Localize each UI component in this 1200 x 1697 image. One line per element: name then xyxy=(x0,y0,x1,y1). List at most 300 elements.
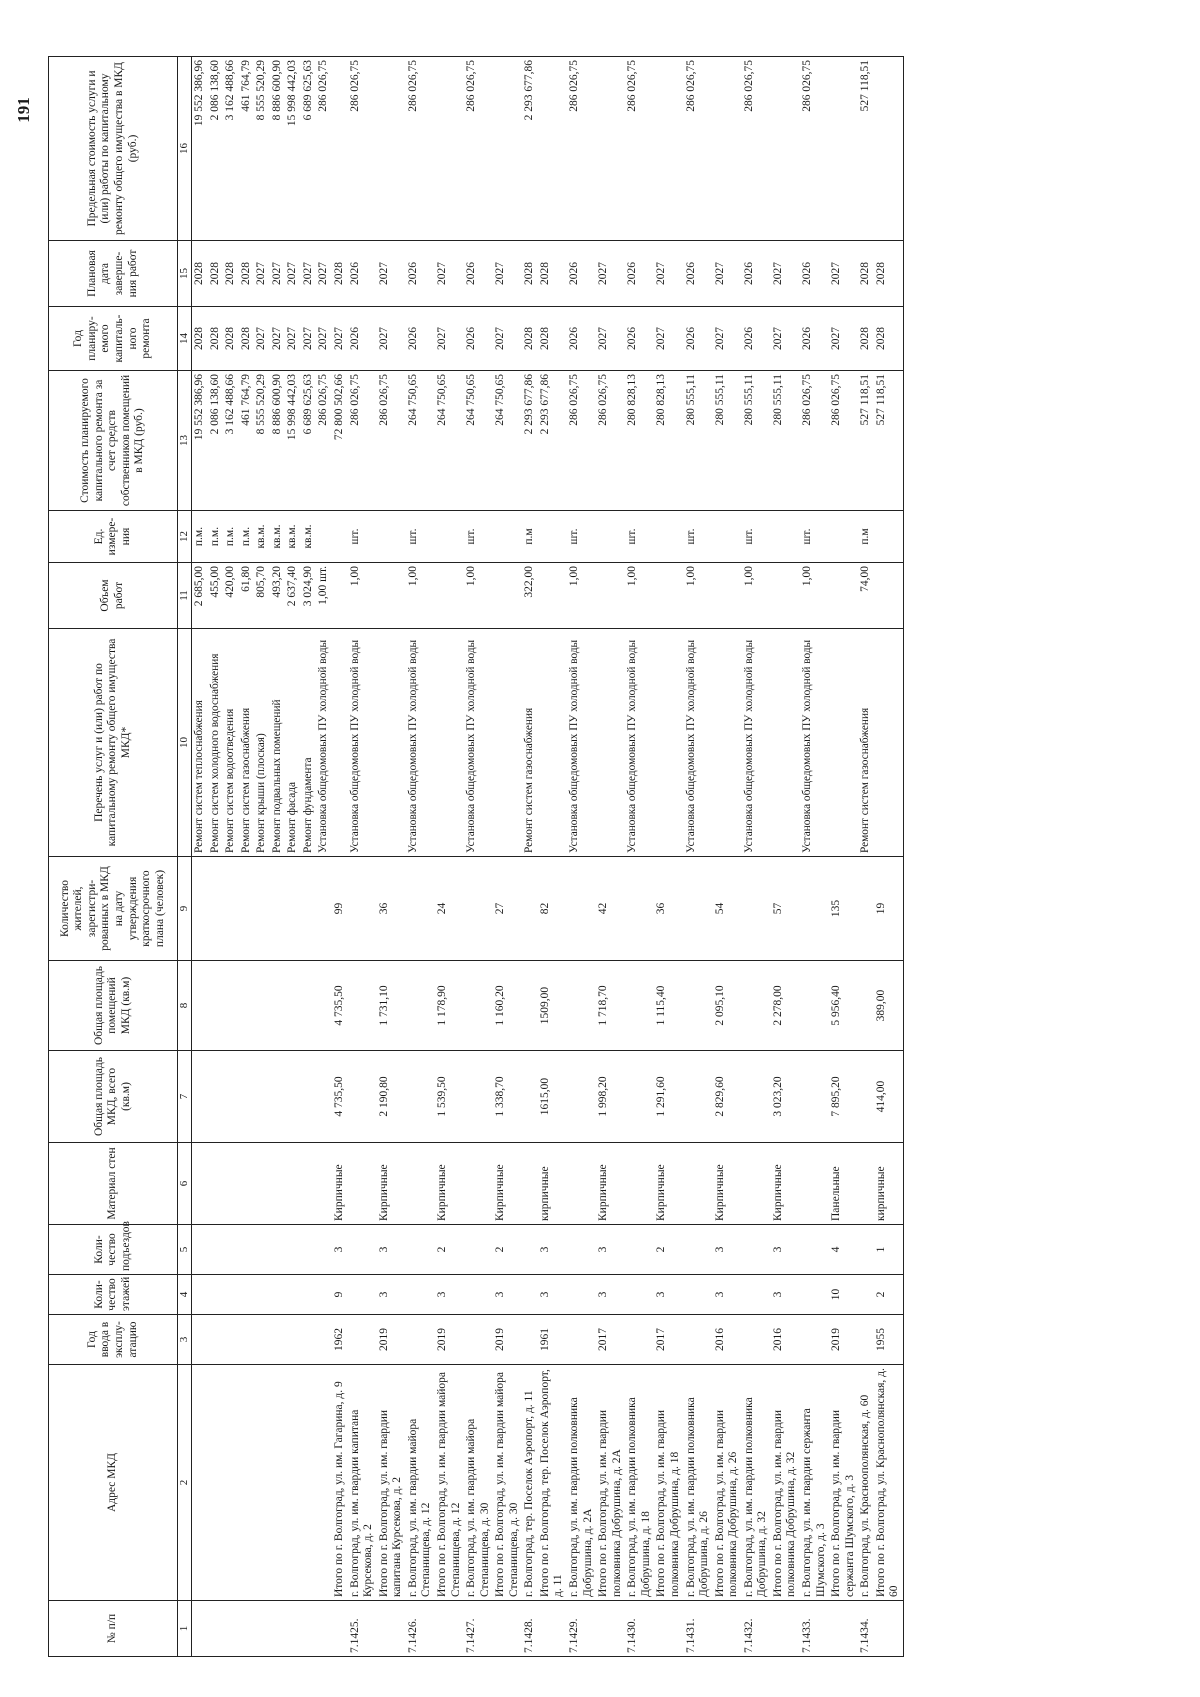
column-header-5: Коли-чество подъездов xyxy=(49,1225,178,1275)
cell-col-9: 99 xyxy=(332,857,348,961)
cell-col-7 xyxy=(208,1051,224,1143)
column-header-7: Общая площадь МКД, всего (кв.м) xyxy=(49,1051,178,1143)
cell-col-9 xyxy=(208,857,224,961)
column-number-16: 16 xyxy=(178,57,192,241)
cell-col-4: 3 xyxy=(771,1275,800,1315)
column-number-1: 1 xyxy=(178,1601,192,1657)
cell-col-10: Установка общедомовых ПУ холодной воды xyxy=(684,629,713,857)
cell-col-1 xyxy=(829,1601,858,1657)
cell-col-12: шт. xyxy=(567,511,596,563)
cell-col-10: Установка общедомовых ПУ холодной воды xyxy=(464,629,493,857)
cell-col-10: Установка общедомовых ПУ холодной воды xyxy=(406,629,435,857)
cell-col-16 xyxy=(771,57,800,241)
cell-col-11 xyxy=(377,563,406,629)
cell-col-5: 3 xyxy=(771,1225,800,1275)
cell-col-5 xyxy=(348,1225,377,1275)
cell-col-12: кв.м. xyxy=(254,511,270,563)
cell-col-3: 2016 xyxy=(713,1315,742,1365)
cell-col-2: г. Волгоград, тер. Поселок Аэропорт, д. 11 xyxy=(522,1365,538,1601)
cell-col-6 xyxy=(625,1143,654,1225)
cell-col-7 xyxy=(464,1051,493,1143)
cell-col-2: Итого по г. Волгоград, ул. им. Гагарина, д. 9 xyxy=(332,1365,348,1601)
cell-col-3 xyxy=(742,1315,771,1365)
column-number-3: 3 xyxy=(178,1315,192,1365)
cell-col-2: Итого по г. Волгоград, ул. Краснополянская, д. 60 xyxy=(874,1365,904,1601)
cell-col-13: 286 026,75 xyxy=(316,371,332,511)
cell-col-4: 10 xyxy=(829,1275,858,1315)
cell-col-8 xyxy=(406,961,435,1051)
table-row xyxy=(713,57,742,1657)
cell-col-1 xyxy=(239,1601,255,1657)
cell-col-14: 2028 xyxy=(858,307,874,371)
cell-col-15: 2027 xyxy=(829,241,858,307)
cell-col-1 xyxy=(493,1601,522,1657)
cell-col-6: Кирпичные xyxy=(713,1143,742,1225)
cell-col-6 xyxy=(684,1143,713,1225)
cell-col-10: Установка общедомовых ПУ холодной воды xyxy=(567,629,596,857)
cell-col-7: 1 291,60 xyxy=(654,1051,683,1143)
table-row xyxy=(858,57,874,1657)
cell-col-6 xyxy=(464,1143,493,1225)
column-header-4: Коли-чество этажей xyxy=(49,1275,178,1315)
cell-col-6 xyxy=(285,1143,301,1225)
cell-col-10 xyxy=(874,629,904,857)
cell-col-15: 2027 xyxy=(493,241,522,307)
column-header-15: Плановая дата заверше-ния работ xyxy=(49,241,178,307)
cell-col-16: 3 162 488,66 xyxy=(223,57,239,241)
column-header-11: Объем работ xyxy=(49,563,178,629)
cell-col-14: 2027 xyxy=(254,307,270,371)
cell-col-14: 2028 xyxy=(522,307,538,371)
cell-col-8 xyxy=(316,961,332,1051)
cell-col-2: Итого по г. Волгоград, ул. им. гвардии капитана Курсекова, д. 2 xyxy=(377,1365,406,1601)
cell-col-9 xyxy=(239,857,255,961)
cell-col-3 xyxy=(285,1315,301,1365)
cell-col-7 xyxy=(522,1051,538,1143)
cell-col-12 xyxy=(713,511,742,563)
cell-col-6 xyxy=(567,1143,596,1225)
cell-col-9 xyxy=(301,857,317,961)
cell-col-9 xyxy=(316,857,332,961)
table-row xyxy=(742,57,771,1657)
cell-col-10: Установка общедомовых ПУ холодной воды xyxy=(316,629,332,857)
cell-col-7 xyxy=(800,1051,829,1143)
cell-col-9: 19 xyxy=(874,857,904,961)
cell-col-13: 286 026,75 xyxy=(829,371,858,511)
cell-col-9: 54 xyxy=(713,857,742,961)
cell-col-1: 7.1432. xyxy=(742,1601,771,1657)
cell-col-2: г. Волгоград, ул. им. гвардии майора Степанищева, д. 12 xyxy=(406,1365,435,1601)
cell-col-3 xyxy=(625,1315,654,1365)
capital-repair-table xyxy=(48,56,904,1657)
cell-col-13: 280 555,11 xyxy=(684,371,713,511)
cell-col-15: 2027 xyxy=(596,241,625,307)
cell-col-11: 61,80 xyxy=(239,563,255,629)
cell-col-12 xyxy=(332,511,348,563)
table-row xyxy=(771,57,800,1657)
cell-col-14: 2027 xyxy=(377,307,406,371)
cell-col-3 xyxy=(567,1315,596,1365)
cell-col-1: 7.1433. xyxy=(800,1601,829,1657)
column-header-12: Ед. измере-ния xyxy=(49,511,178,563)
cell-col-6 xyxy=(522,1143,538,1225)
cell-col-1: 7.1428. xyxy=(522,1601,538,1657)
cell-col-13: 2 086 138,60 xyxy=(208,371,224,511)
cell-col-4: 3 xyxy=(493,1275,522,1315)
cell-col-11: 1,00 xyxy=(800,563,829,629)
column-header-8: Общая площадь помещений МКД (кв.м) xyxy=(49,961,178,1051)
column-number-13: 13 xyxy=(178,371,192,511)
cell-col-15: 2027 xyxy=(254,241,270,307)
cell-col-8 xyxy=(742,961,771,1051)
cell-col-1: 7.1431. xyxy=(684,1601,713,1657)
cell-col-8: 1 115,40 xyxy=(654,961,683,1051)
cell-col-11 xyxy=(654,563,683,629)
cell-col-15: 2028 xyxy=(874,241,904,307)
cell-col-5 xyxy=(684,1225,713,1275)
cell-col-16: 286 026,75 xyxy=(742,57,771,241)
cell-col-16: 8 886 600,90 xyxy=(270,57,286,241)
cell-col-16 xyxy=(829,57,858,241)
cell-col-4 xyxy=(223,1275,239,1315)
cell-col-6: Кирпичные xyxy=(654,1143,683,1225)
cell-col-5 xyxy=(742,1225,771,1275)
cell-col-7: 414,00 xyxy=(874,1051,904,1143)
cell-col-16: 286 026,75 xyxy=(684,57,713,241)
table-row xyxy=(874,57,904,1657)
cell-col-3: 2017 xyxy=(654,1315,683,1365)
cell-col-15: 2028 xyxy=(191,241,207,307)
cell-col-3 xyxy=(522,1315,538,1365)
cell-col-12: шт. xyxy=(684,511,713,563)
cell-col-16: 15 998 442,03 xyxy=(285,57,301,241)
cell-col-11: 805,70 xyxy=(254,563,270,629)
cell-col-2 xyxy=(191,1365,207,1601)
cell-col-5 xyxy=(406,1225,435,1275)
cell-col-16 xyxy=(654,57,683,241)
cell-col-15: 2026 xyxy=(625,241,654,307)
cell-col-16 xyxy=(493,57,522,241)
cell-col-9: 36 xyxy=(377,857,406,961)
cell-col-3 xyxy=(270,1315,286,1365)
cell-col-3: 2016 xyxy=(771,1315,800,1365)
cell-col-7 xyxy=(406,1051,435,1143)
cell-col-1 xyxy=(285,1601,301,1657)
cell-col-8 xyxy=(254,961,270,1051)
cell-col-4: 3 xyxy=(596,1275,625,1315)
cell-col-12 xyxy=(654,511,683,563)
cell-col-15: 2027 xyxy=(435,241,464,307)
cell-col-12 xyxy=(874,511,904,563)
cell-col-9 xyxy=(191,857,207,961)
column-number-2: 2 xyxy=(178,1365,192,1601)
header-number-row xyxy=(178,57,192,1657)
cell-col-13: 264 750,65 xyxy=(435,371,464,511)
table-row xyxy=(223,57,239,1657)
cell-col-11: 1,00 xyxy=(625,563,654,629)
cell-col-8: 1 718,70 xyxy=(596,961,625,1051)
cell-col-13: 286 026,75 xyxy=(596,371,625,511)
cell-col-15: 2026 xyxy=(567,241,596,307)
cell-col-3: 2019 xyxy=(493,1315,522,1365)
cell-col-7: 1 338,70 xyxy=(493,1051,522,1143)
cell-col-8: 1 178,90 xyxy=(435,961,464,1051)
cell-col-15: 2028 xyxy=(858,241,874,307)
cell-col-7 xyxy=(301,1051,317,1143)
cell-col-5 xyxy=(254,1225,270,1275)
cell-col-15: 2027 xyxy=(377,241,406,307)
cell-col-9: 24 xyxy=(435,857,464,961)
cell-col-7 xyxy=(254,1051,270,1143)
cell-col-10: Установка общедомовых ПУ холодной воды xyxy=(348,629,377,857)
cell-col-2: Итого по г. Волгоград, ул. им. гвардии полковника Добрушина, д. 2А xyxy=(596,1365,625,1601)
cell-col-15: 2027 xyxy=(654,241,683,307)
cell-col-1 xyxy=(654,1601,683,1657)
column-number-11: 11 xyxy=(178,563,192,629)
cell-col-3 xyxy=(348,1315,377,1365)
cell-col-10: Ремонт систем газоснабжения xyxy=(522,629,538,857)
cell-col-4: 3 xyxy=(654,1275,683,1315)
cell-col-4 xyxy=(684,1275,713,1315)
cell-col-15: 2028 xyxy=(208,241,224,307)
cell-col-16 xyxy=(713,57,742,241)
cell-col-14: 2027 xyxy=(771,307,800,371)
cell-col-3: 2019 xyxy=(829,1315,858,1365)
cell-col-13: 461 764,79 xyxy=(239,371,255,511)
cell-col-11 xyxy=(332,563,348,629)
cell-col-11: 1,00 xyxy=(684,563,713,629)
cell-col-8 xyxy=(223,961,239,1051)
table-row xyxy=(654,57,683,1657)
cell-col-1 xyxy=(223,1601,239,1657)
table-row xyxy=(596,57,625,1657)
cell-col-7: 1615,00 xyxy=(538,1051,567,1143)
cell-col-9: 135 xyxy=(829,857,858,961)
cell-col-14: 2026 xyxy=(348,307,377,371)
cell-col-7: 1 998,20 xyxy=(596,1051,625,1143)
cell-col-4 xyxy=(567,1275,596,1315)
cell-col-14: 2028 xyxy=(191,307,207,371)
cell-col-15: 2027 xyxy=(316,241,332,307)
cell-col-11 xyxy=(874,563,904,629)
cell-col-6 xyxy=(316,1143,332,1225)
cell-col-5 xyxy=(239,1225,255,1275)
cell-col-10 xyxy=(377,629,406,857)
cell-col-8 xyxy=(301,961,317,1051)
table-row xyxy=(800,57,829,1657)
cell-col-2: Итого по г. Волгоград, ул. им. гвардии полковника Добрушина, д. 32 xyxy=(771,1365,800,1601)
cell-col-5 xyxy=(270,1225,286,1275)
cell-col-15: 2027 xyxy=(771,241,800,307)
cell-col-15: 2026 xyxy=(684,241,713,307)
cell-col-7 xyxy=(348,1051,377,1143)
cell-col-12 xyxy=(493,511,522,563)
cell-col-2: г. Волгоград, ул. им. гвардии сержанта Шумского, д. 3 xyxy=(800,1365,829,1601)
cell-col-12: п.м. xyxy=(191,511,207,563)
cell-col-4 xyxy=(625,1275,654,1315)
cell-col-4 xyxy=(348,1275,377,1315)
cell-col-11: 2 637,40 xyxy=(285,563,301,629)
cell-col-1 xyxy=(254,1601,270,1657)
cell-col-5 xyxy=(223,1225,239,1275)
cell-col-2 xyxy=(285,1365,301,1601)
cell-col-11: 455,00 xyxy=(208,563,224,629)
cell-col-12: шт. xyxy=(348,511,377,563)
cell-col-4 xyxy=(464,1275,493,1315)
cell-col-8: 1 160,20 xyxy=(493,961,522,1051)
cell-col-5 xyxy=(301,1225,317,1275)
cell-col-7 xyxy=(191,1051,207,1143)
cell-col-6 xyxy=(301,1143,317,1225)
cell-col-9 xyxy=(742,857,771,961)
cell-col-2: Итого по г. Волгоград, ул. им. гвардии сержанта Шумского, д. 3 xyxy=(829,1365,858,1601)
cell-col-9: 82 xyxy=(538,857,567,961)
cell-col-2: Итого по г. Волгоград, тер. Поселок Аэропорт, д. 11 xyxy=(538,1365,567,1601)
cell-col-15: 2028 xyxy=(522,241,538,307)
table-row xyxy=(522,57,538,1657)
cell-col-8 xyxy=(239,961,255,1051)
cell-col-6 xyxy=(800,1143,829,1225)
cell-col-3 xyxy=(858,1315,874,1365)
cell-col-13: 264 750,65 xyxy=(406,371,435,511)
cell-col-6: кирпичные xyxy=(538,1143,567,1225)
table-row xyxy=(567,57,596,1657)
cell-col-1: 7.1429. xyxy=(567,1601,596,1657)
cell-col-5 xyxy=(464,1225,493,1275)
table-row xyxy=(538,57,567,1657)
cell-col-5 xyxy=(858,1225,874,1275)
cell-col-8 xyxy=(800,961,829,1051)
cell-col-16: 286 026,75 xyxy=(567,57,596,241)
cell-col-2: г. Волгоград, ул. им. гвардии майора Степанищева, д. 30 xyxy=(464,1365,493,1601)
cell-col-7: 4 735,50 xyxy=(332,1051,348,1143)
column-number-15: 15 xyxy=(178,241,192,307)
cell-col-8 xyxy=(684,961,713,1051)
cell-col-16: 286 026,75 xyxy=(406,57,435,241)
cell-col-3 xyxy=(191,1315,207,1365)
cell-col-13: 3 162 488,66 xyxy=(223,371,239,511)
cell-col-9: 42 xyxy=(596,857,625,961)
cell-col-7: 2 829,60 xyxy=(713,1051,742,1143)
cell-col-2: г. Волгоград, ул. им. гвардии полковника Добрушина, д. 2А xyxy=(567,1365,596,1601)
cell-col-4 xyxy=(800,1275,829,1315)
cell-col-8: 2 095,10 xyxy=(713,961,742,1051)
cell-col-1: 7.1427. xyxy=(464,1601,493,1657)
cell-col-4 xyxy=(254,1275,270,1315)
cell-col-3 xyxy=(239,1315,255,1365)
table-row xyxy=(254,57,270,1657)
cell-col-4: 3 xyxy=(538,1275,567,1315)
cell-col-6: Кирпичные xyxy=(435,1143,464,1225)
column-number-5: 5 xyxy=(178,1225,192,1275)
cell-col-2 xyxy=(208,1365,224,1601)
table-row xyxy=(191,57,207,1657)
cell-col-9 xyxy=(625,857,654,961)
table-row xyxy=(239,57,255,1657)
header-title-row xyxy=(49,57,178,1657)
cell-col-3: 1961 xyxy=(538,1315,567,1365)
cell-col-2 xyxy=(254,1365,270,1601)
cell-col-11 xyxy=(538,563,567,629)
cell-col-6 xyxy=(254,1143,270,1225)
column-header-16: Предельная стоимость услуги и (или) работы по капитальному ремонту общего имущества в МКД (руб.) xyxy=(49,57,178,241)
cell-col-14: 2027 xyxy=(829,307,858,371)
cell-col-3: 2017 xyxy=(596,1315,625,1365)
cell-col-11: 2 685,00 xyxy=(191,563,207,629)
cell-col-3 xyxy=(464,1315,493,1365)
cell-col-3 xyxy=(316,1315,332,1365)
cell-col-8 xyxy=(208,961,224,1051)
cell-col-11: 1,00 xyxy=(464,563,493,629)
cell-col-14: 2027 xyxy=(713,307,742,371)
cell-col-16 xyxy=(874,57,904,241)
cell-col-11 xyxy=(435,563,464,629)
cell-col-10: Ремонт систем газоснабжения xyxy=(858,629,874,857)
column-number-7: 7 xyxy=(178,1051,192,1143)
cell-col-8: 5 956,40 xyxy=(829,961,858,1051)
cell-col-12 xyxy=(771,511,800,563)
cell-col-8 xyxy=(285,961,301,1051)
cell-col-5 xyxy=(208,1225,224,1275)
cell-col-16: 2 293 677,86 xyxy=(522,57,538,241)
table-body xyxy=(191,57,903,1657)
cell-col-13: 264 750,65 xyxy=(464,371,493,511)
cell-col-9 xyxy=(800,857,829,961)
cell-col-13: 2 293 677,86 xyxy=(522,371,538,511)
cell-col-13: 280 555,11 xyxy=(742,371,771,511)
cell-col-3: 2019 xyxy=(377,1315,406,1365)
cell-col-12 xyxy=(316,511,332,563)
cell-col-13: 8 555 520,29 xyxy=(254,371,270,511)
cell-col-5: 2 xyxy=(435,1225,464,1275)
cell-col-13: 280 828,13 xyxy=(654,371,683,511)
cell-col-1: 7.1426. xyxy=(406,1601,435,1657)
cell-col-14: 2026 xyxy=(464,307,493,371)
cell-col-2: г. Волгоград, ул. им. гвардии полковника Добрушина, д. 32 xyxy=(742,1365,771,1601)
cell-col-9 xyxy=(270,857,286,961)
cell-col-11 xyxy=(713,563,742,629)
cell-col-13: 280 555,11 xyxy=(771,371,800,511)
cell-col-9 xyxy=(406,857,435,961)
cell-col-6 xyxy=(270,1143,286,1225)
cell-col-1 xyxy=(874,1601,904,1657)
cell-col-9: 27 xyxy=(493,857,522,961)
cell-col-12: п.м. xyxy=(239,511,255,563)
cell-col-2: Итого по г. Волгоград, ул. им. гвардии полковника Добрушина, д. 26 xyxy=(713,1365,742,1601)
cell-col-6: Кирпичные xyxy=(596,1143,625,1225)
cell-col-15: 2028 xyxy=(332,241,348,307)
cell-col-9 xyxy=(522,857,538,961)
cell-col-12: шт. xyxy=(406,511,435,563)
cell-col-13: 72 800 502,66 xyxy=(332,371,348,511)
cell-col-14: 2026 xyxy=(800,307,829,371)
cell-col-12 xyxy=(377,511,406,563)
cell-col-4: 3 xyxy=(435,1275,464,1315)
cell-col-5 xyxy=(625,1225,654,1275)
cell-col-8 xyxy=(625,961,654,1051)
cell-col-3 xyxy=(208,1315,224,1365)
cell-col-1: 7.1425. xyxy=(348,1601,377,1657)
cell-col-15: 2026 xyxy=(800,241,829,307)
cell-col-7: 1 539,50 xyxy=(435,1051,464,1143)
cell-col-14: 2028 xyxy=(874,307,904,371)
cell-col-12: п.м xyxy=(522,511,538,563)
cell-col-9 xyxy=(567,857,596,961)
column-number-4: 4 xyxy=(178,1275,192,1315)
cell-col-2 xyxy=(301,1365,317,1601)
cell-col-11: 493,20 xyxy=(270,563,286,629)
cell-col-16: 286 026,75 xyxy=(800,57,829,241)
